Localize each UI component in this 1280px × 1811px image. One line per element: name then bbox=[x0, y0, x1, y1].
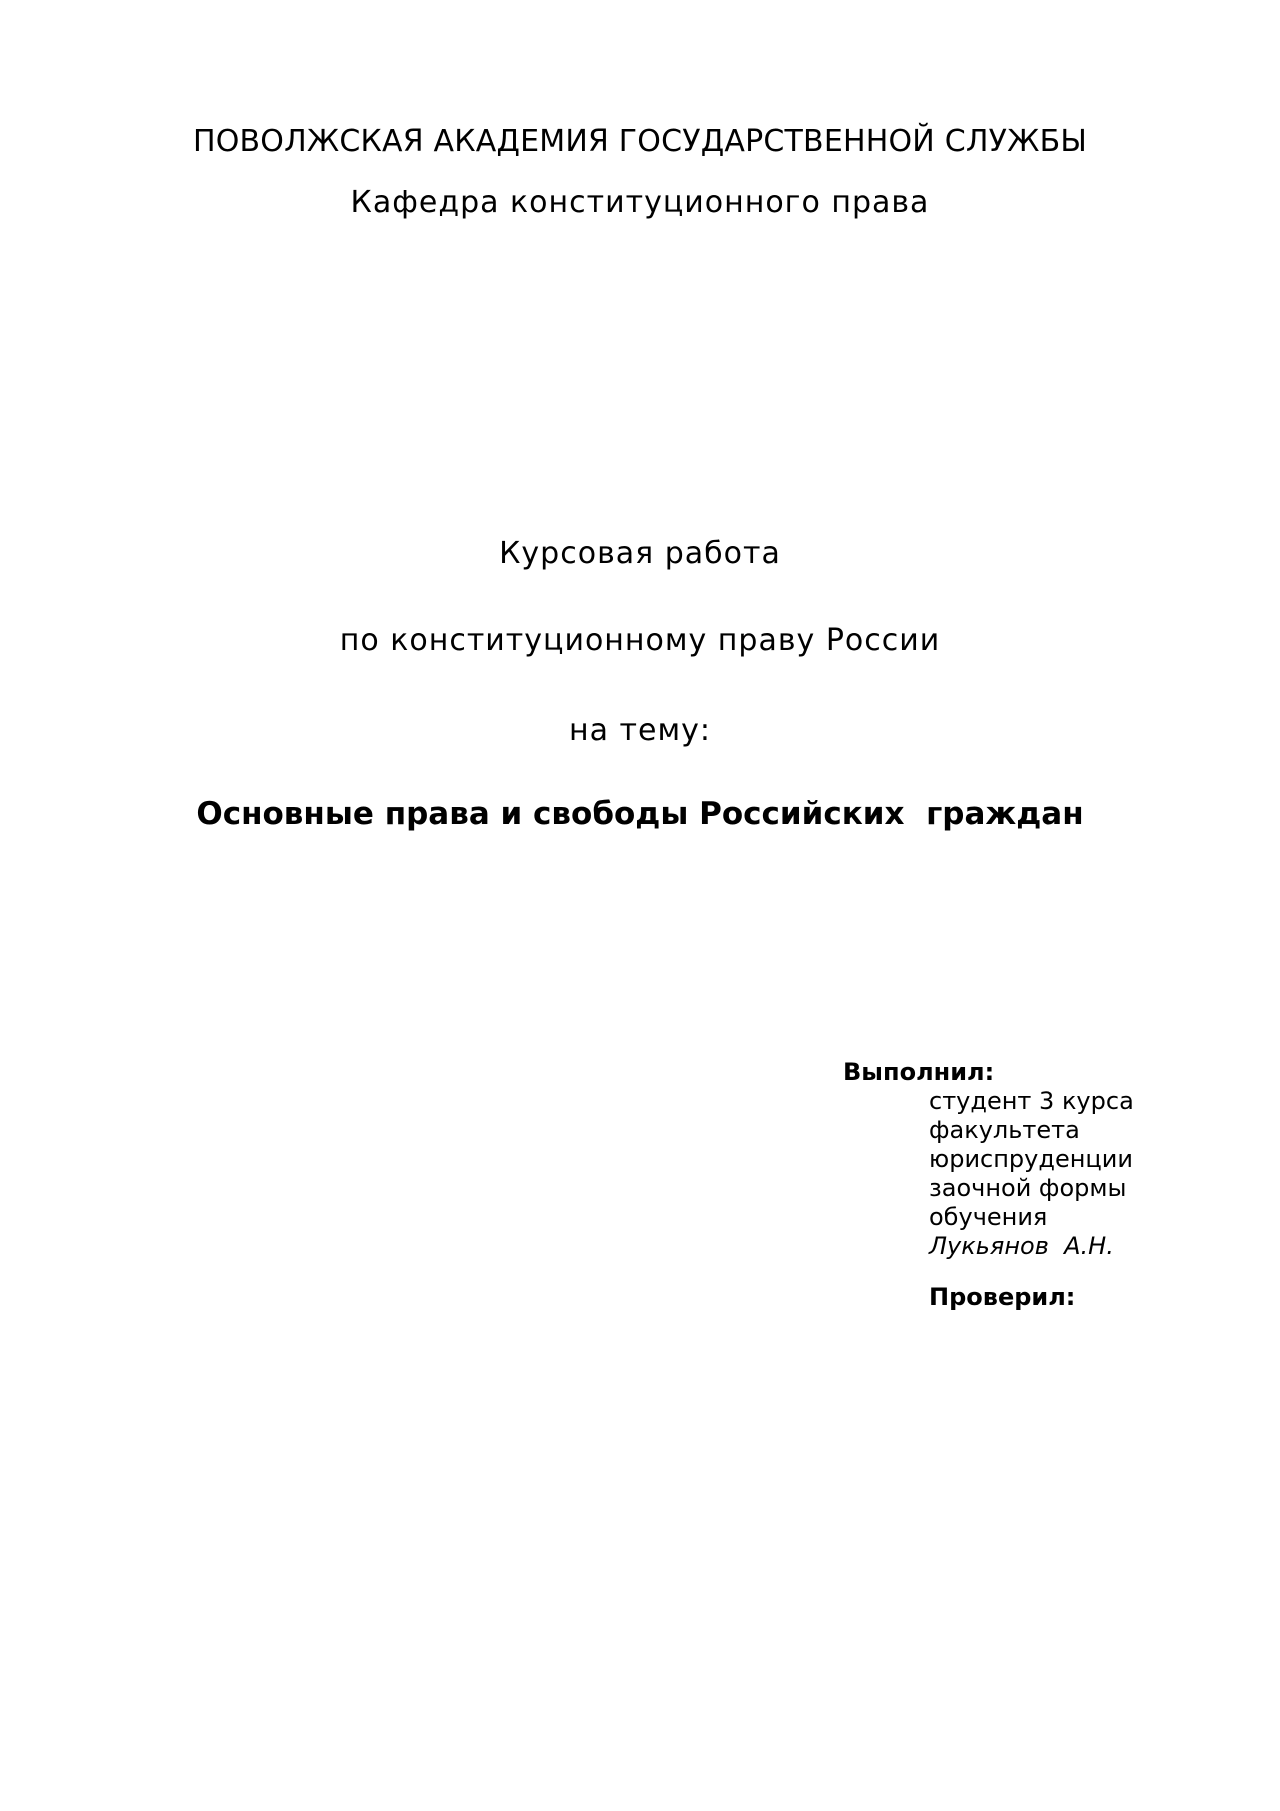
completed-label: Выполнил: bbox=[843, 1058, 995, 1086]
student-info-line: обучения bbox=[929, 1203, 1048, 1231]
student-info-line: заочной формы bbox=[929, 1174, 1127, 1202]
student-name: Лукьянов А.Н. bbox=[929, 1232, 1114, 1260]
student-info-line: факультета bbox=[929, 1116, 1080, 1144]
subject-line: по конституционному праву России bbox=[339, 623, 941, 658]
signature-block bbox=[843, 1058, 1243, 1312]
institution-name: ПОВОЛЖСКАЯ АКАДЕМИЯ ГОСУДАРСТВЕННОЙ СЛУЖБЫ bbox=[192, 124, 1088, 159]
department-name: Кафедра конституционного права bbox=[350, 185, 930, 220]
student-info-line: студент 3 курса bbox=[929, 1087, 1134, 1115]
work-type: Курсовая работа bbox=[499, 536, 781, 571]
theme-label: на тему: bbox=[569, 713, 711, 748]
checked-label: Проверил: bbox=[929, 1283, 1076, 1311]
student-info-line: юриспруденции bbox=[929, 1145, 1133, 1173]
topic-title: Основные права и свободы Российских граждан bbox=[196, 796, 1084, 832]
